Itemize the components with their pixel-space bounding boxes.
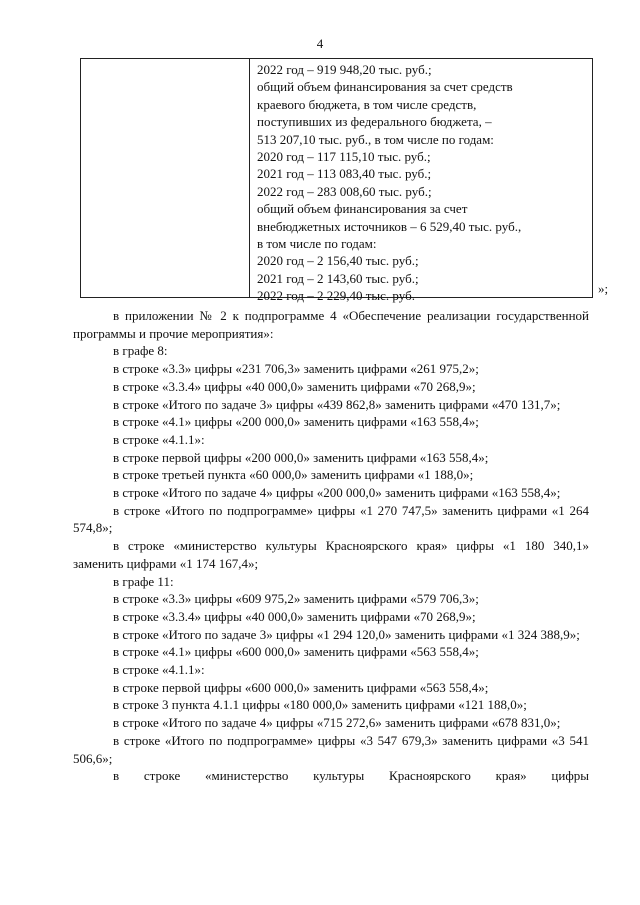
closing-quote: »;: [598, 281, 609, 296]
amendment-paragraph: в строке «Итого по задаче 4» цифры «200 000,0» заменить цифрами «163 558,4»;: [113, 485, 561, 501]
amendment-paragraph: в строке «3.3» цифры «609 975,2» заменить цифрами «579 706,3»;: [113, 591, 479, 607]
table-cell-line: 2022 год – 919 948,20 тыс. руб.;: [257, 62, 432, 77]
amendment-paragraph: в строке «4.1.1»:: [113, 662, 205, 678]
amendment-paragraph: в строке 3 пункта 4.1.1 цифры «180 000,0» заменить цифрами «121 188,0»;: [113, 697, 527, 713]
amendment-paragraph: в строке «4.1» цифры «600 000,0» заменить цифрами «563 558,4»;: [113, 644, 479, 660]
table-cell-line: краевого бюджета, в том числе средств,: [257, 96, 477, 112]
table-cell-line: 513 207,10 тыс. руб., в том числе по годам:: [257, 131, 494, 147]
amendment-paragraph: в строке первой цифры «200 000,0» заменить цифрами «163 558,4»;: [113, 449, 489, 465]
amendment-paragraph: в графе 8:: [113, 343, 168, 359]
page-number: 4: [316, 36, 324, 51]
table-cell-line: в том числе по годам:: [257, 235, 377, 251]
amendment-paragraph: в строке «4.1.1»:: [113, 431, 205, 447]
amendment-paragraph: в строке «Итого по задаче 3» цифры «1 294 120,0» заменить цифрами «1 324 388,9»;: [113, 626, 580, 642]
amendment-paragraph: в приложении № 2 к подпрограмме 4 «Обеспечение реализации государственной программы и прочие мероприятия»:: [73, 308, 589, 341]
amendment-paragraph: в строке «4.1» цифры «200 000,0» заменить цифрами «163 558,4»;: [113, 414, 479, 430]
table-cell-line: общий объем финансирования за счет средств: [257, 79, 513, 95]
amendment-paragraph: в строке «министерство культуры Красноярского края» цифры «1 180 340,1» заменить цифрами «1 174 167,4»;: [73, 538, 589, 571]
table-right-cell: [257, 61, 587, 304]
amendment-text: [73, 307, 589, 785]
amendment-paragraph: в строке «Итого по задаче 3» цифры «439 862,8» заменить цифрами «470 131,7»;: [113, 396, 561, 412]
table-cell-line: внебюджетных источников – 6 529,40 тыс. руб.,: [257, 218, 522, 234]
table-cell-line: 2020 год – 117 115,10 тыс. руб.;: [257, 148, 431, 164]
table-cell-line: 2021 год – 113 083,40 тыс. руб.;: [257, 166, 432, 182]
amendment-paragraph: в строке третьей пункта «60 000,0» заменить цифрами «1 188,0»;: [113, 467, 474, 483]
table-cell-line: 2020 год – 2 156,40 тыс. руб.;: [257, 253, 419, 269]
table-cell-line: 2022 год – 283 008,60 тыс. руб.;: [257, 183, 432, 199]
amendment-paragraph: в строке «3.3.4» цифры «40 000,0» заменить цифрами «70 268,9»;: [113, 608, 476, 624]
amendment-paragraph: в графе 11:: [113, 573, 174, 589]
table-cell-line: 2022 год – 2 229,40 тыс. руб.: [257, 288, 415, 304]
table-column-divider: [249, 58, 250, 298]
amendment-paragraph: в строке «министерство культуры Красноярского края» цифры: [113, 768, 589, 784]
amendment-paragraph: в строке «3.3» цифры «231 706,3» заменить цифрами «261 975,2»;: [113, 361, 479, 377]
table-cell-line: общий объем финансирования за счет: [257, 201, 468, 217]
table-cell-line: 2021 год – 2 143,60 тыс. руб.;: [257, 270, 419, 286]
table-cell-line: поступивших из федерального бюджета, –: [257, 114, 492, 130]
amendment-paragraph: в строке «Итого по подпрограмме» цифры «1 270 747,5» заменить цифрами «1 264 574,8»;: [73, 502, 589, 536]
amendment-paragraph: в строке «Итого по подпрограмме» цифры «3 547 679,3» заменить цифрами «3 541 506,6»;: [73, 732, 589, 766]
amendment-paragraph: в строке первой цифры «600 000,0» заменить цифрами «563 558,4»;: [113, 679, 489, 695]
amendment-paragraph: в строке «Итого по задаче 4» цифры «715 272,6» заменить цифрами «678 831,0»;: [113, 715, 561, 731]
amendment-paragraph: в строке «3.3.4» цифры «40 000,0» заменить цифрами «70 268,9»;: [113, 378, 476, 394]
